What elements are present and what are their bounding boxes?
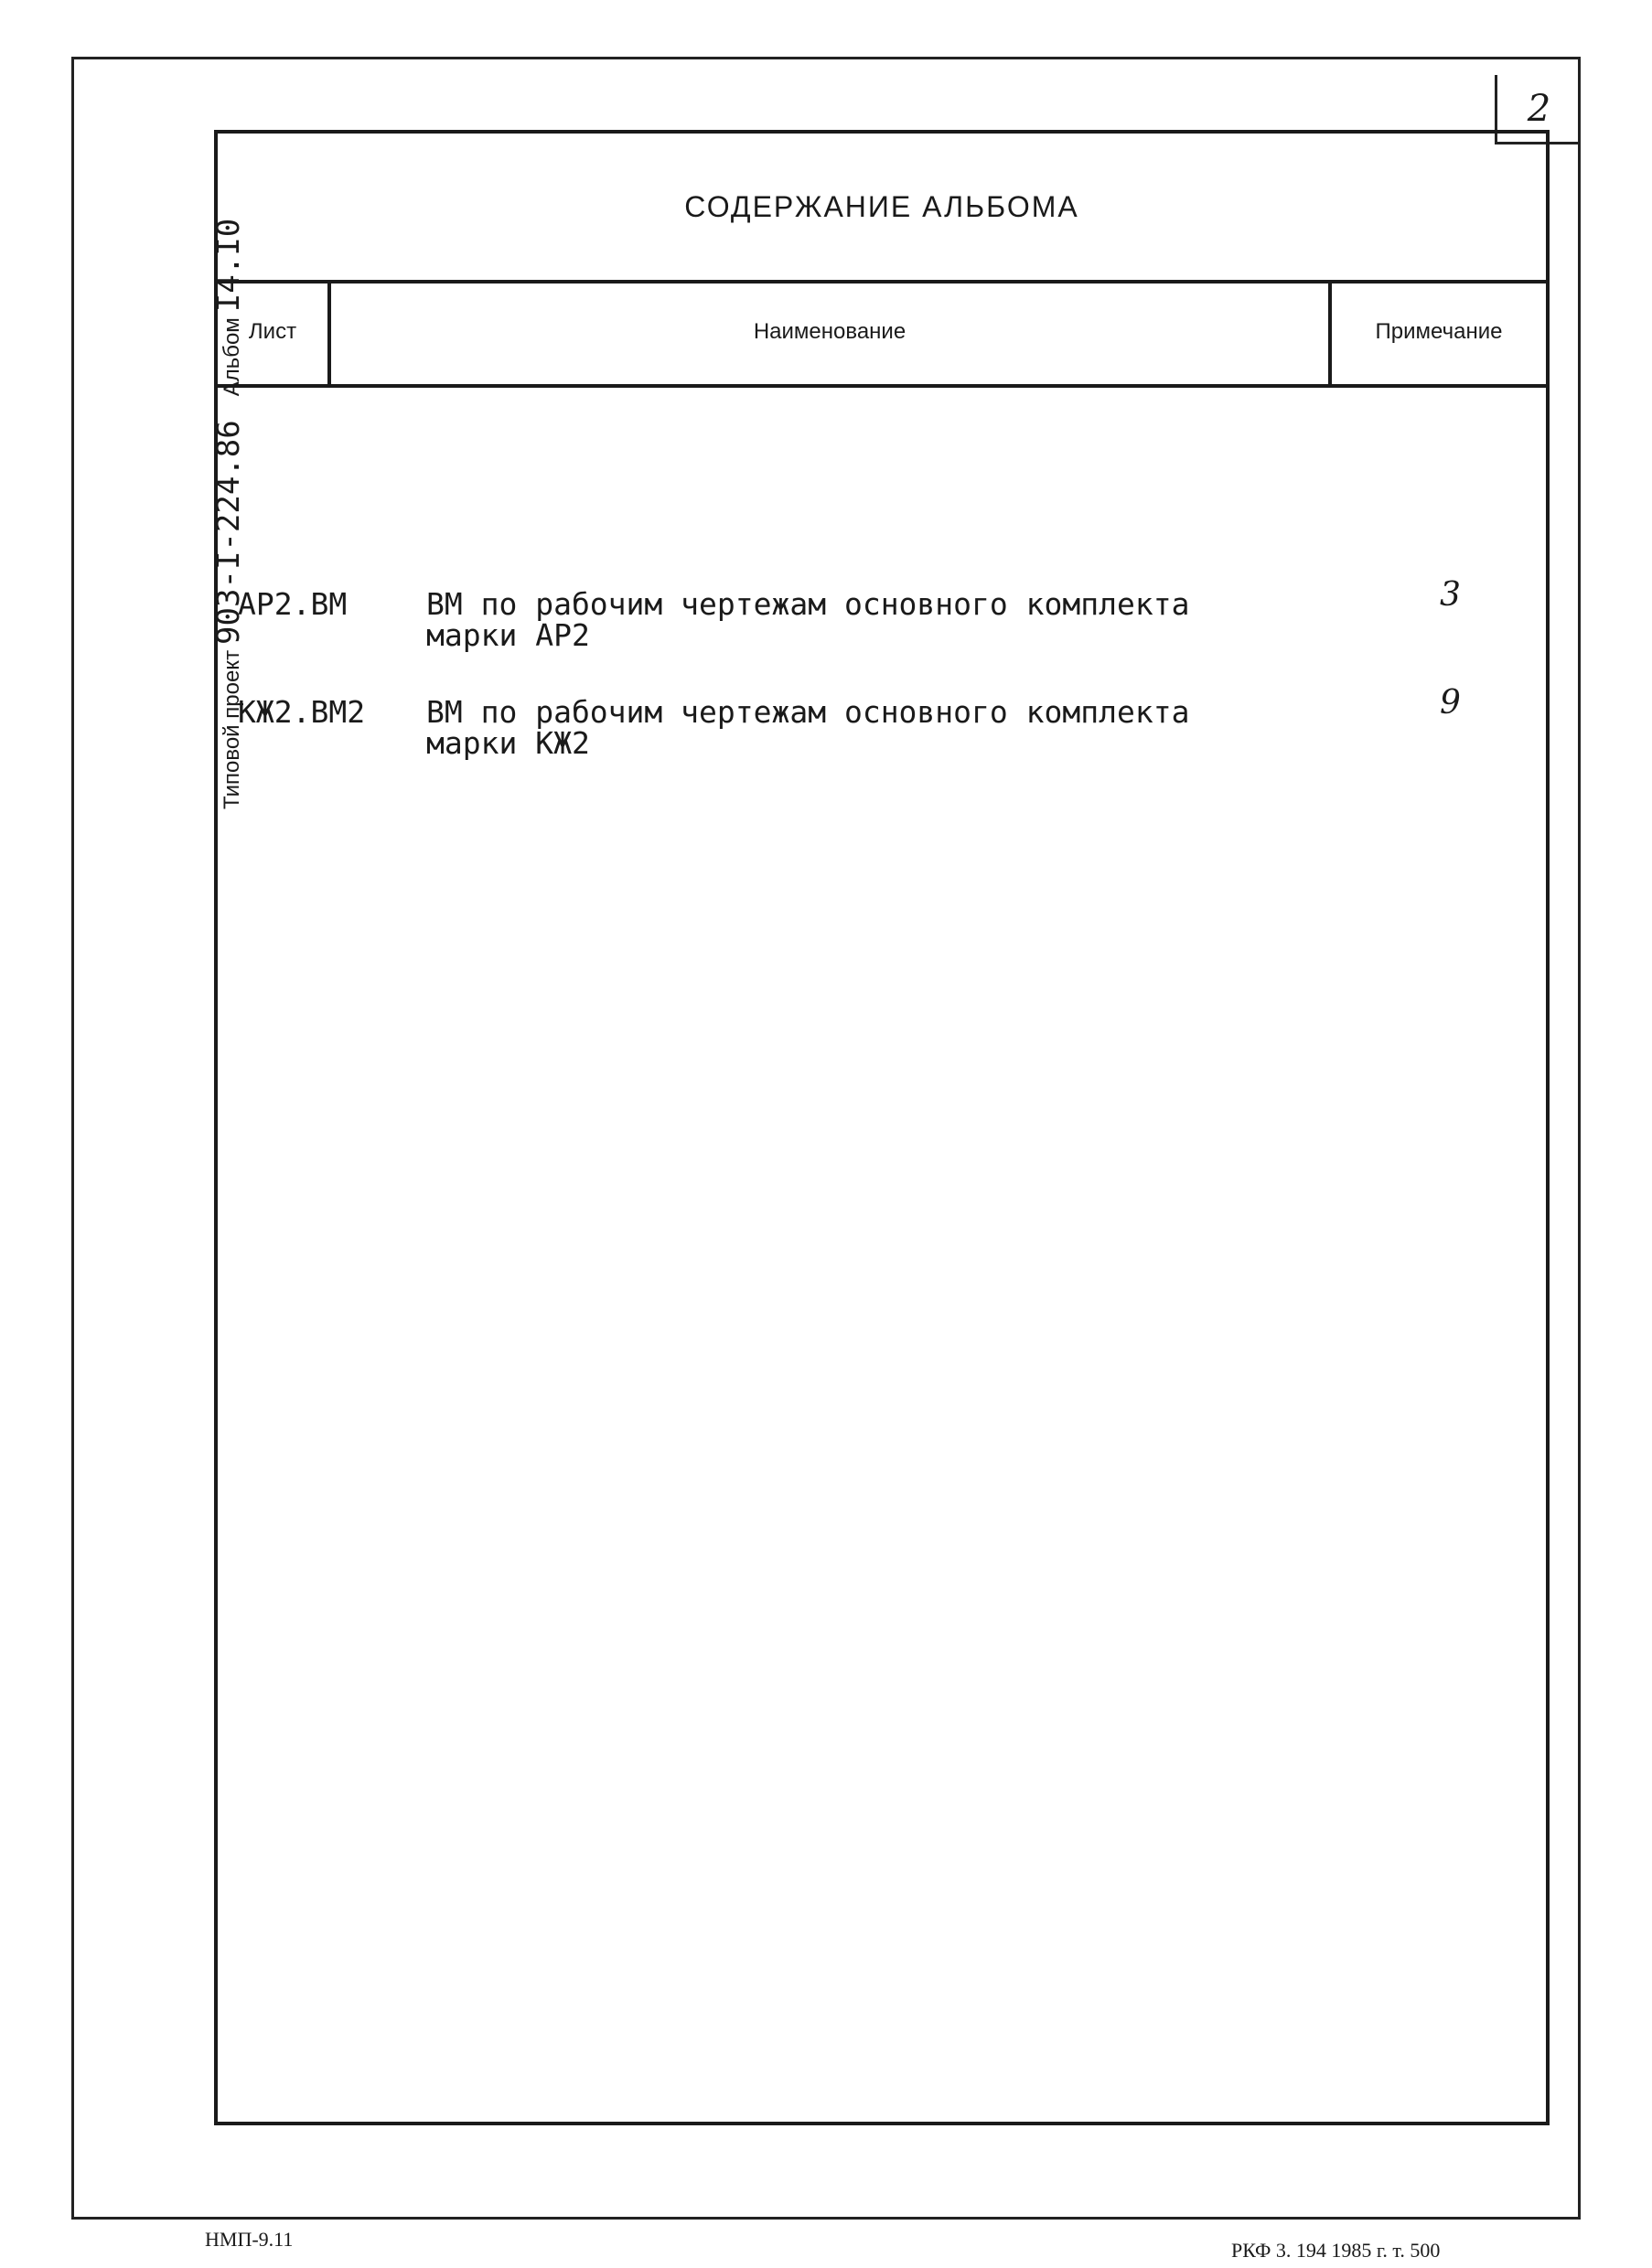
document-title: СОДЕРЖАНИЕ АЛЬБОМА <box>218 134 1546 284</box>
footer-form-code: НМП-9.11 <box>205 2228 294 2251</box>
outer-frame-bottom-line <box>71 2217 1581 2220</box>
row-name-line1: ВМ по рабочим чертежам основного комплекта <box>426 586 1190 622</box>
header-note: Примечание <box>1375 319 1503 344</box>
row-name-line2: марки КЖ2 <box>426 725 590 761</box>
table-row <box>218 576 1546 697</box>
row-name <box>426 586 1190 653</box>
table-row <box>218 684 1546 805</box>
header-sheet: Лист <box>218 280 331 384</box>
row-note: 3 <box>1440 576 1461 614</box>
album-label: Альбом <box>220 317 244 397</box>
project-label: Типовой проект <box>220 649 244 809</box>
page-number: 2 <box>1495 75 1581 144</box>
row-sheet-code: КЖ2.ВМ2 <box>238 694 366 730</box>
table-body <box>218 388 1546 805</box>
row-name-line2: марки АР2 <box>426 617 590 653</box>
header-name: Наименование <box>331 280 1332 384</box>
footer-print-info: РКФ 3. 194 1985 г. т. 500 <box>1231 2239 1441 2262</box>
row-sheet-code: АР2.ВМ <box>238 586 348 622</box>
table-header <box>218 280 1546 388</box>
album-number: I4.I0 <box>210 218 247 313</box>
contents-table <box>214 130 1550 2125</box>
row-name-line1: ВМ по рабочим чертежам основного комплекта <box>426 694 1190 730</box>
row-note: 9 <box>1440 684 1461 722</box>
project-number: 903-I-224.86 <box>210 420 247 645</box>
row-name <box>426 694 1190 761</box>
